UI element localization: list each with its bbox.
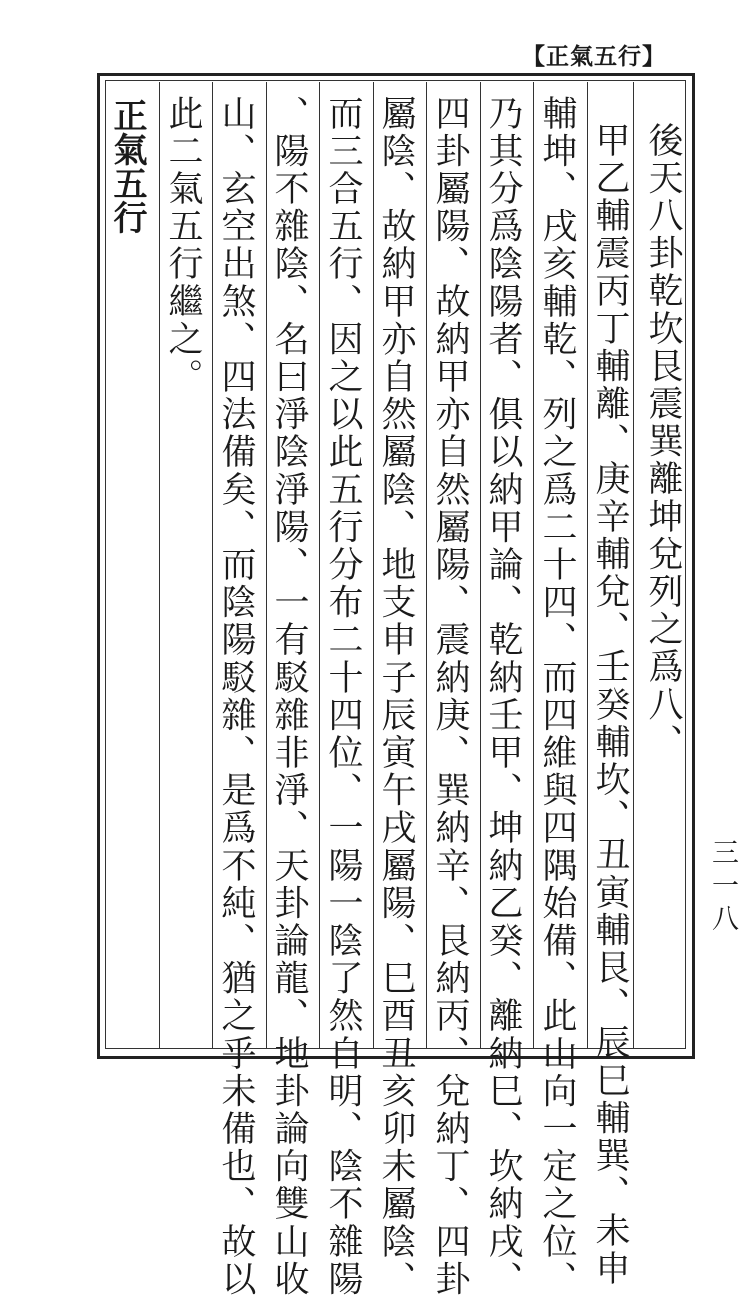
text-column-5: 四卦屬陽、故納甲亦自然屬陽、震納庚、巽納辛、艮納丙、兌納丁、四卦	[430, 95, 470, 1298]
text-column-3: 輔坤、戌亥輔乾、列之爲二十四、而四維與四隅始備、此山向一定之位、	[537, 95, 577, 1298]
page-number: 三一八	[707, 838, 738, 937]
column-rule	[319, 82, 320, 1048]
column-rule	[159, 82, 160, 1048]
column-rule	[533, 82, 534, 1048]
text-column-1: 後天八卦乾坎艮震巽離坤兌列之爲八、	[643, 122, 683, 762]
text-column-7: 而三合五行、因之以此五行分布二十四位、一陽一陰了然自明、陰不雜陽	[323, 95, 363, 1298]
text-column-6: 屬陰、故納甲亦自然屬陰、地支申子辰寅午戌屬陽、巳酉丑亥卯未屬陰、	[376, 95, 416, 1298]
column-rule	[633, 82, 634, 1048]
text-column-10: 此二氣五行繼之。	[163, 95, 203, 396]
column-rule	[426, 82, 427, 1048]
column-rule	[480, 82, 481, 1048]
text-column-4: 乃其分爲陰陽者、俱以納甲論、乾納壬甲、坤納乙癸、離納巳、坎納戌、	[483, 95, 523, 1298]
chapter-header: 【正氣五行】	[522, 44, 666, 70]
column-rule	[373, 82, 374, 1048]
side-title: 正氣五行	[107, 98, 147, 234]
text-column-8: 、陽不雜陰、名曰淨陰淨陽、一有駁雜非淨、天卦論龍、地卦論向雙山收	[269, 95, 309, 1298]
column-rule	[212, 82, 213, 1048]
column-rule	[266, 82, 267, 1048]
text-column-9: 山、玄空出煞、四法備矣、而陰陽駁雜、是爲不純、猶之乎未備也、故以	[216, 95, 256, 1298]
column-rule	[587, 82, 588, 1048]
text-column-2: 甲乙輔震丙丁輔離、庚辛輔兌、壬癸輔坎、丑寅輔艮、辰巳輔巽、未申	[590, 122, 630, 1288]
